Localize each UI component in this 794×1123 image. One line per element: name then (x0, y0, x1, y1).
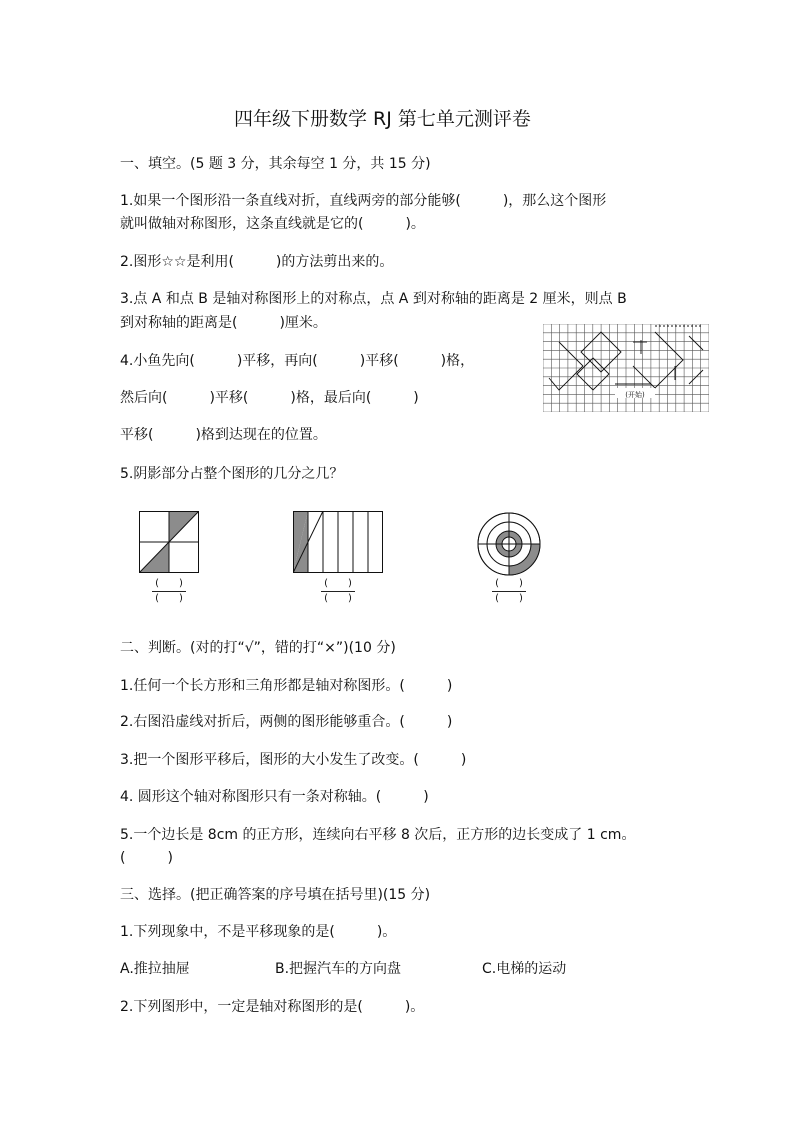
s3-q2: 2.下列图形中，一定是轴对称图形的是( )。 (120, 999, 425, 1015)
page-title: 四年级下册数学 RJ 第七单元测评卷 (234, 108, 531, 130)
section2-heading: 二、判断。(对的打“√”，错的打“×”)(10 分) (120, 640, 396, 656)
s3-q1-option-a: A.推拉抽屉 (120, 961, 190, 977)
s2-q5-line1: 5.一个边长是 8cm 的正方形，连续向右平移 8 次后，正方形的边长变成了 1 cm。 (120, 827, 636, 843)
shaded-strips-figure (293, 511, 383, 573)
fraction-blank-2: ( ) ( ) (318, 578, 358, 605)
section1-heading: 一、填空。(5 题 3 分，其余每空 1 分，共 15 分) (120, 156, 431, 172)
s3-q1-option-c: C.电梯的运动 (482, 961, 567, 977)
s1-q1-line2: 就叫做轴对称图形，这条直线就是它的( )。 (120, 216, 425, 232)
s2-q1: 1.任何一个长方形和三角形都是轴对称图形。( ) (120, 678, 453, 694)
fraction-blank-3: ( ) ( ) (489, 578, 529, 605)
s1-q3-line1: 3.点 A 和点 B 是轴对称图形上的对称点，点 A 到对称轴的距离是 2 厘米，则点 B (120, 291, 627, 307)
s3-q1: 1.下列现象中，不是平移现象的是( )。 (120, 924, 397, 940)
fraction-blank-1: ( ) ( ) (149, 578, 189, 605)
shaded-circles-figure (477, 512, 541, 576)
s2-q2: 2.右图沿虚线对折后，两侧的图形能够重合。( ) (120, 714, 453, 730)
s1-q4-line1: 4.小鱼先向( )平移，再向( )平移( )格， (120, 353, 475, 369)
s1-q3-line2: 到对称轴的距离是( )厘米。 (120, 315, 327, 331)
s3-q1-option-b: B.把握汽车的方向盘 (275, 961, 402, 977)
s2-q5-line2: ( ) (120, 850, 173, 866)
section3-heading: 三、选择。(把正确答案的序号填在括号里)(15 分) (120, 887, 431, 903)
s2-q3: 3.把一个图形平移后，图形的大小发生了改变。( ) (120, 752, 467, 768)
s1-q2: 2.图形☆☆是利用( )的方法剪出来的。 (120, 254, 394, 270)
s2-q4: 4. 圆形这个轴对称图形只有一条对称轴。( ) (120, 789, 429, 805)
fish-grid-figure (543, 324, 709, 412)
s1-q4-line3: 平移( )格到达现在的位置。 (120, 427, 327, 443)
grid-start-label: (开始) (625, 391, 645, 399)
s1-q5: 5.阴影部分占整个图形的几分之几？ (120, 466, 344, 482)
s1-q4-line2: 然后向( )平移( )格，最后向( ) (120, 390, 419, 406)
s1-q1-line1: 1.如果一个图形沿一条直线对折，直线两旁的部分能够( )，那么这个图形 (120, 193, 607, 209)
shaded-square-figure (139, 511, 199, 573)
